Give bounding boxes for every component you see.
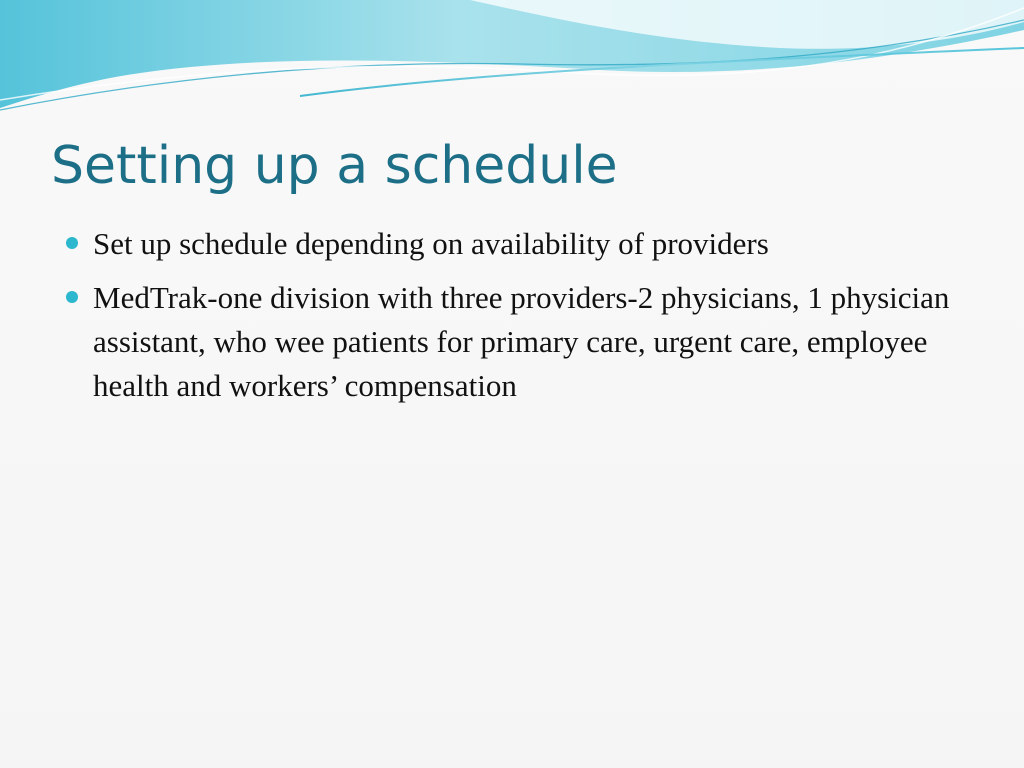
slide-title: Setting up a schedule <box>51 136 618 196</box>
bullet-dot-icon <box>66 237 78 249</box>
bullet-text: Set up schedule depending on availability of providers <box>93 226 769 261</box>
bullet-list <box>66 222 966 418</box>
bullet-item <box>66 222 966 266</box>
bullet-dot-icon <box>66 291 78 303</box>
bullet-text: MedTrak-one division with three providers-2 physicians, 1 physician assistant, who wee patients for primary care, urgent care, employee health and workers’ compensation <box>93 280 950 403</box>
decorative-wave-header <box>0 0 1024 125</box>
bullet-item <box>66 276 966 408</box>
